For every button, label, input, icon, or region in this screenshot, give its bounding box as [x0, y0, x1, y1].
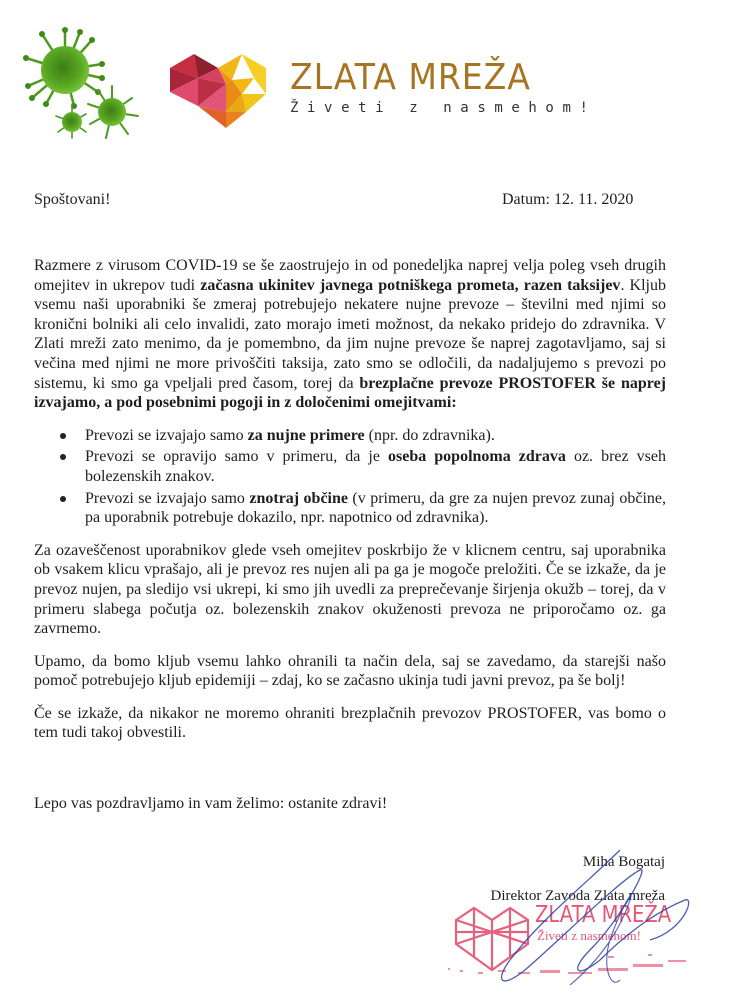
heart-logo-icon [170, 50, 285, 130]
emphasis: oseba popolnoma zdrava [388, 448, 566, 466]
paragraph-intro [34, 256, 666, 413]
letterhead [0, 0, 741, 140]
bullet-icon [60, 496, 66, 502]
paragraph-hope: Upamo, da bomo kljub vsemu lahko ohranili ta način dela, saj se zavedamo, da starejši našo pomoč potrebujejo kljub epidemiji – zdaj, ko se začasno ukinja tudi javni prevoz, pa še bolj! [34, 652, 666, 690]
logo-title: ZLATA MREŽA [290, 57, 531, 98]
salutation: Spoštovani! [34, 191, 111, 208]
bullet-icon [60, 433, 66, 439]
logo-slogan: Živeti z nasmehom! [290, 100, 597, 116]
text: oz. brez vseh bolezenskih znakov. [85, 448, 667, 485]
paragraph-notice: Če se izkaže, da nikakor ne moremo ohraniti brezplačnih prevozov PROSTOFER, vas bomo o tem tudi takoj obvestili. [34, 704, 666, 742]
text: Prevozi se izvajajo samo [85, 489, 250, 507]
list-item [34, 447, 666, 486]
stamp-slogan: Živeti z nasmehom! [537, 928, 641, 943]
list-item [34, 489, 666, 528]
conditions-list [34, 426, 666, 528]
text: (npr. do zdravnika). [364, 426, 495, 444]
handwritten-signature [470, 840, 710, 1000]
signatory-role: Direktor Zavoda Zlata mreža [490, 888, 665, 904]
emphasis: začasna ukinitev javnega potniškega prometa, razen taksijev [200, 276, 621, 294]
letter-body [34, 256, 666, 743]
text: Prevozi se opravijo samo v primeru, da je [85, 448, 388, 466]
text: Prevozi se izvajajo samo [85, 426, 248, 444]
text: Razmere z virusom COVID-19 se še zaostrujejo in od ponedeljka naprej velja poleg vseh drugih omejitev in ukrepov tudi [34, 257, 666, 294]
text: . Kljub vsemu naši uporabniki še zmeraj potrebujejo nekatere nujne prevoze – številni med njimi so kronični bolniki ali celo invalidi, zato morajo imeti možnost, da nekako pridejo do zdravnika. V Zlati mreži zato menimo, da je pomembno, da jim nujne prevoze še naprej zagotavljamo, saj si večina med njimi ne more privoščiti taksija, zato smo se odločili, da nadaljujemo s prevozi po sistemu, ki smo ga vpeljali pred časom, torej da [34, 276, 667, 392]
emphasis: brezplačne prevoze PROSTOFER še naprej izvajamo, a pod posebnimi pogoji in z določenimi omejitvami: [34, 374, 666, 412]
signatory-name: Miha Bogataj [582, 854, 665, 870]
bullet-icon [60, 454, 66, 460]
list-item [34, 426, 666, 446]
closing-line: Lepo vas pozdravljamo in vam želimo: ostanite zdravi! [34, 795, 388, 812]
stamp-title: ZLATA MREŽA [535, 902, 672, 928]
paragraph-call-center: Za ozaveščenost uporabnikov glede vseh omejitev poskrbijo že v klicnem centru, saj uporabnika ob vsakem klicu vprašajo, ali je prevoz res nujen ali pa ga je mogoče preložiti. Če se izkaže, da je prevoz nujen, pa sledijo vsi ukrepi, ki smo jih uvedli za preprečevanje širjenja okužb – torej, da v primeru slabega počutja oz. bolezenskih znakov okuženosti prevoza ne priporočamo oz. ga zavrnemo. [34, 541, 666, 638]
emphasis: za nujne primere [247, 426, 365, 444]
letter-date: Datum: 12. 11. 2020 [502, 191, 634, 208]
emphasis: znotraj občine [249, 489, 348, 507]
virus-icon [22, 24, 142, 139]
text: (v primeru, da gre za nujen prevoz zunaj občine, pa uporabnik potrebuje dokazilo, npr. napotnico od zdravnika). [85, 489, 666, 527]
